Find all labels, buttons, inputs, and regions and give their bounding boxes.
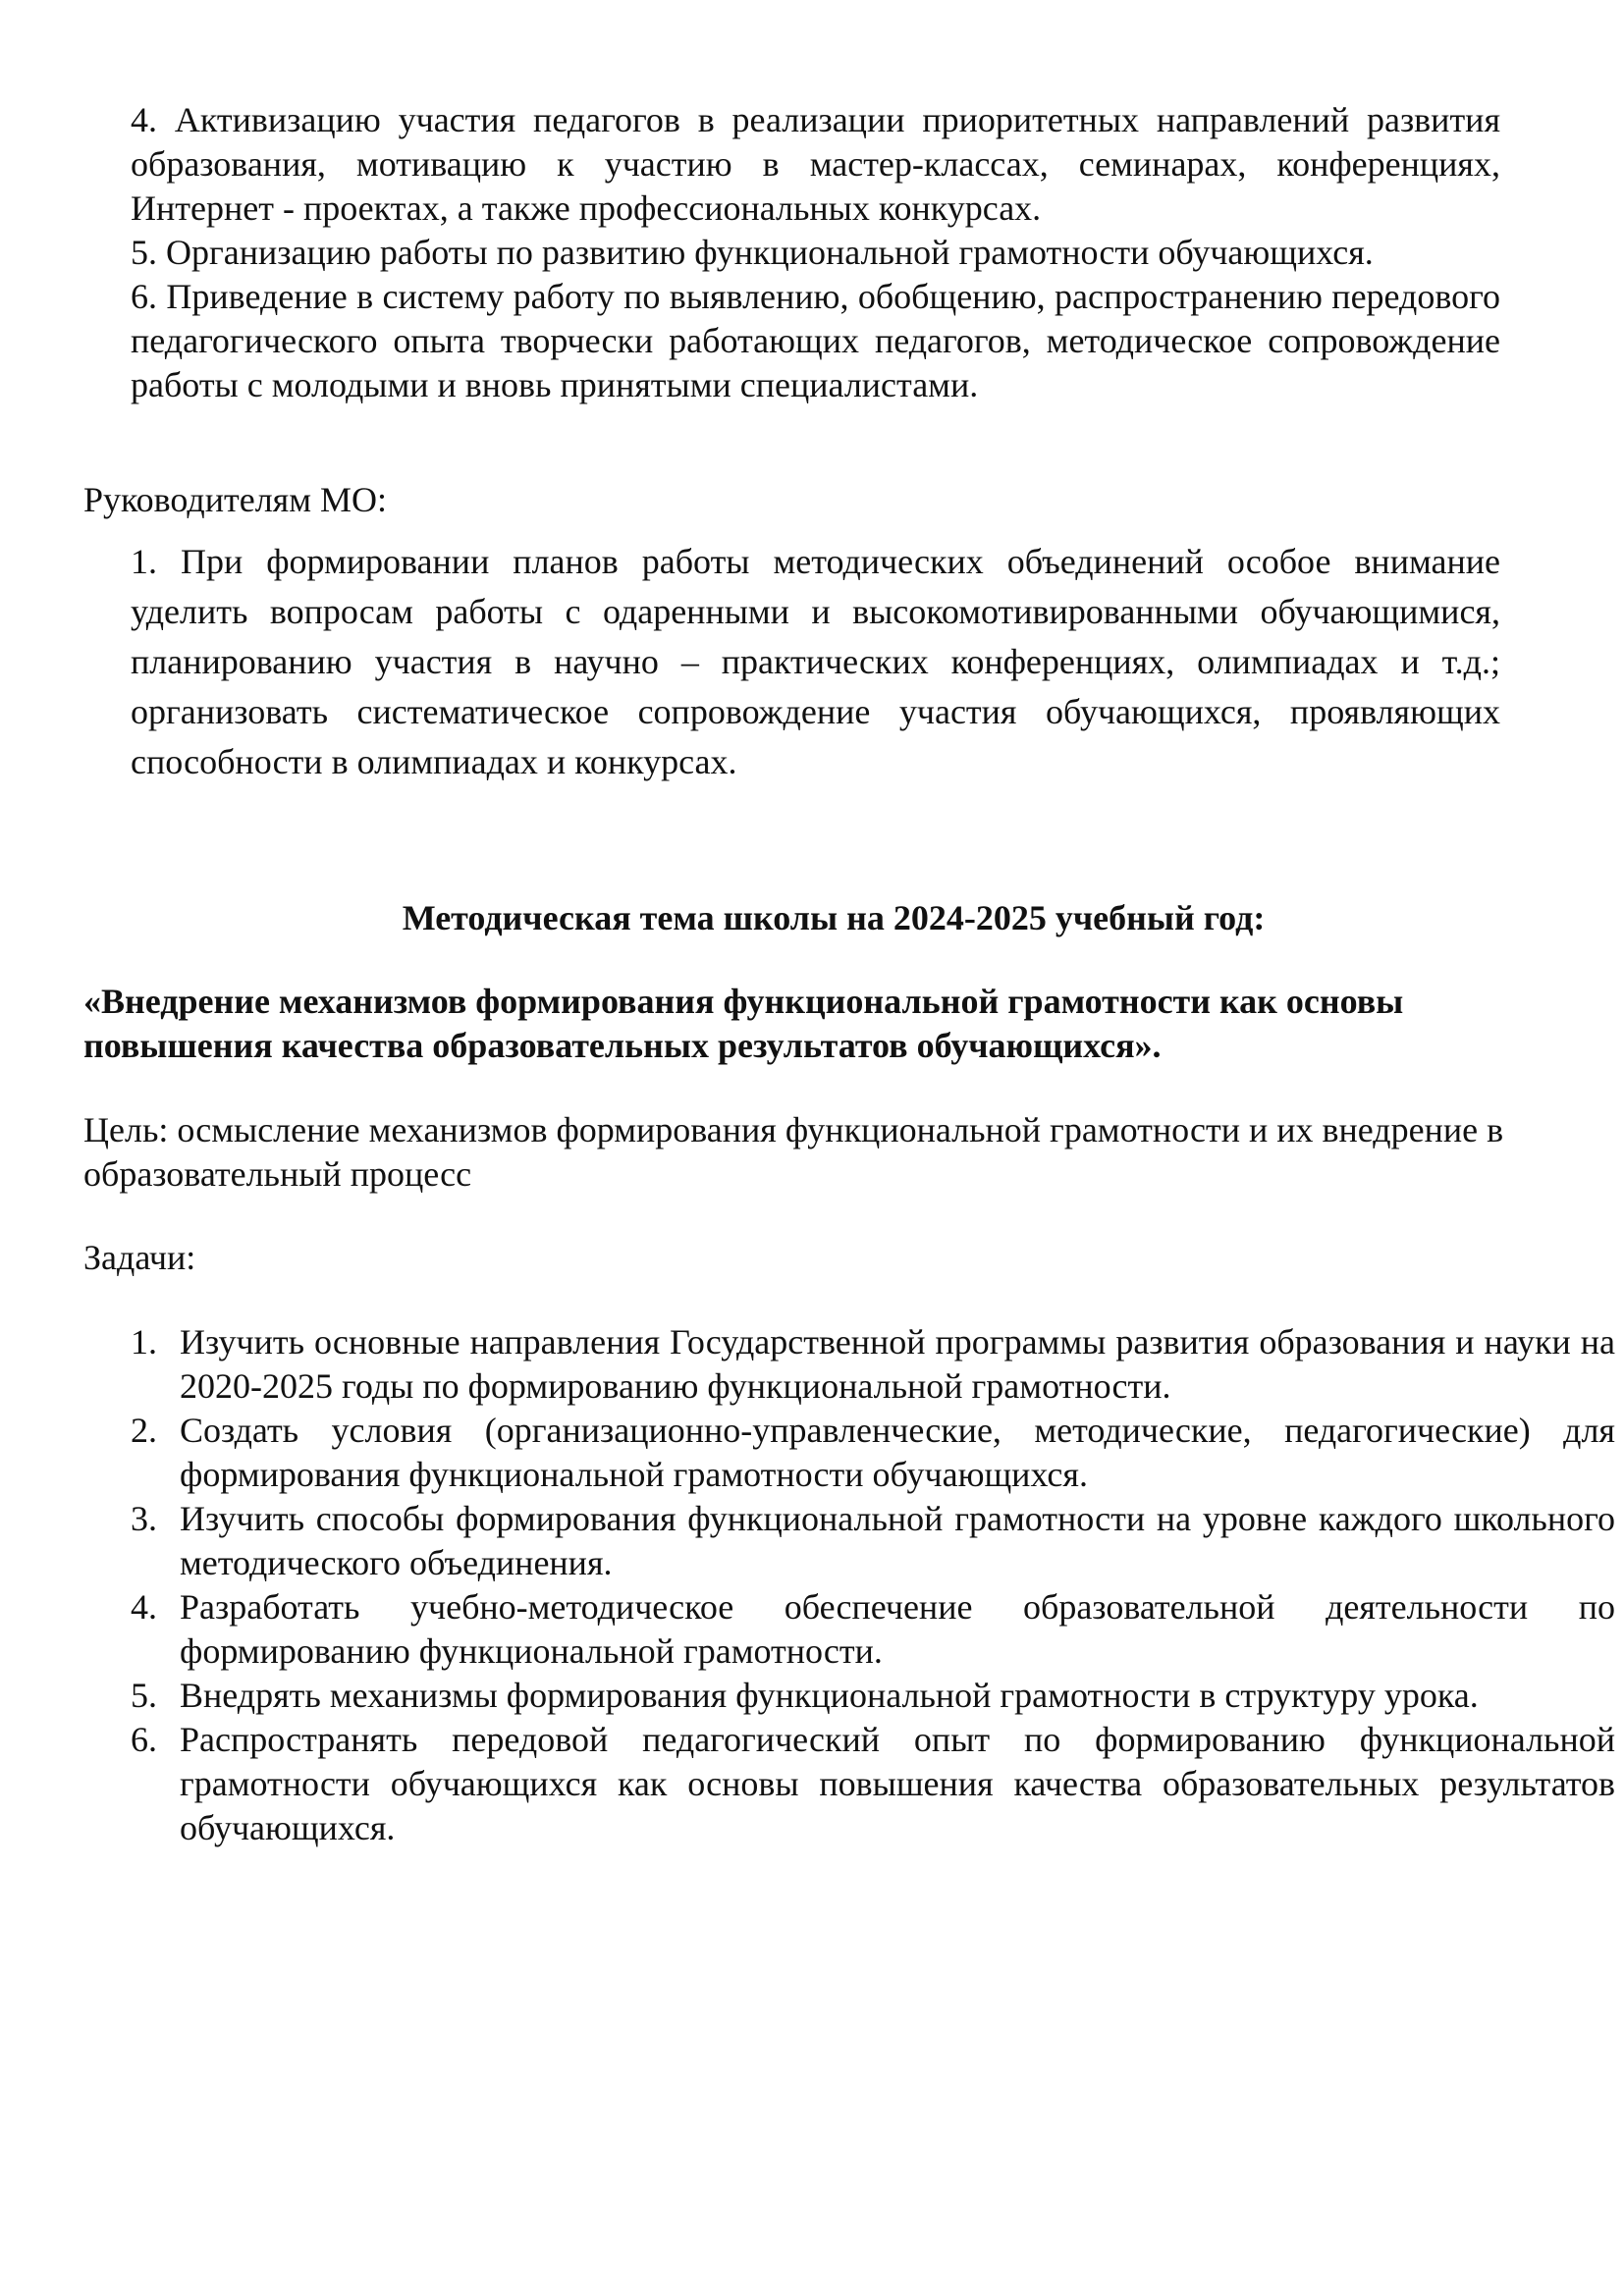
task-number: 4. <box>131 1587 157 1627</box>
theme-title: Методическая тема школы на 2024-2025 учебный год: <box>402 898 1266 937</box>
task-number: 3. <box>131 1499 157 1538</box>
task-number: 1. <box>131 1322 157 1362</box>
intro-item-5: 5. Организацию работы по развитию функциональной грамотности обучающихся. <box>131 233 1374 272</box>
task-number: 2. <box>131 1411 157 1450</box>
task-item <box>131 1497 1615 1585</box>
task-text: Создать условия (организационно-управленческие, методические, педагогические) для формирования функциональной грамотности обучающихся. <box>180 1411 1615 1494</box>
task-item <box>131 1718 1615 1850</box>
mo-heading: Руководителям МО: <box>83 480 388 519</box>
tasks-list <box>131 1320 1615 1850</box>
task-text: Изучить способы формирования функциональной грамотности на уровне каждого школьного методического объединения. <box>180 1499 1615 1582</box>
task-number: 5. <box>131 1676 157 1715</box>
intro-list <box>131 98 1500 407</box>
task-item <box>131 1585 1615 1674</box>
tasks-heading: Задачи: <box>83 1238 196 1277</box>
task-item <box>131 1409 1615 1497</box>
task-text: Распространять передовой педагогический опыт по формированию функциональной грамотности обучающихся как основы повышения качества образовательных результатов обучающихся. <box>180 1720 1615 1847</box>
task-text: Внедрять механизмы формирования функциональной грамотности в структуру урока. <box>180 1676 1479 1715</box>
task-item <box>131 1320 1615 1409</box>
goal-text: Цель: осмысление механизмов формирования функциональной грамотности и их внедрение в образовательный процесс <box>83 1110 1504 1194</box>
mo-list <box>131 537 1500 787</box>
task-number: 6. <box>131 1720 157 1759</box>
intro-item-4: 4. Активизацию участия педагогов в реализации приоритетных направлений развития образования, мотивацию к участию в мастер-классах, семинарах, конференциях, Интернет - проектах, а также профессиональных конкурсах. <box>131 100 1500 228</box>
intro-item-6: 6. Приведение в систему работу по выявлению, обобщению, распространению передового педагогического опыта творчески работающих педагогов, методическое сопровождение работы с молодыми и вновь принятыми специалистами. <box>131 277 1500 404</box>
task-text: Изучить основные направления Государственной программы развития образования и науки на 2020-2025 годы по формированию функциональной грамотности. <box>180 1322 1615 1406</box>
mo-item-1: 1. При формировании планов работы методических объединений особое внимание уделить вопросам работы с одаренными и высокомотивированными обучающимися, планированию участия в научно – практических конференциях, олимпиадах и т.д.; организовать систематическое сопровождение участия обучающихся, проявляющих способности в олимпиадах и конкурсах. <box>131 542 1500 781</box>
task-item <box>131 1674 1615 1718</box>
theme-text: «Внедрение механизмов формирования функциональной грамотности как основы повышения качества образовательных результатов обучающихся». <box>83 982 1404 1065</box>
task-text: Разработать учебно-методическое обеспечение образовательной деятельности по формированию функциональной грамотности. <box>180 1587 1615 1671</box>
